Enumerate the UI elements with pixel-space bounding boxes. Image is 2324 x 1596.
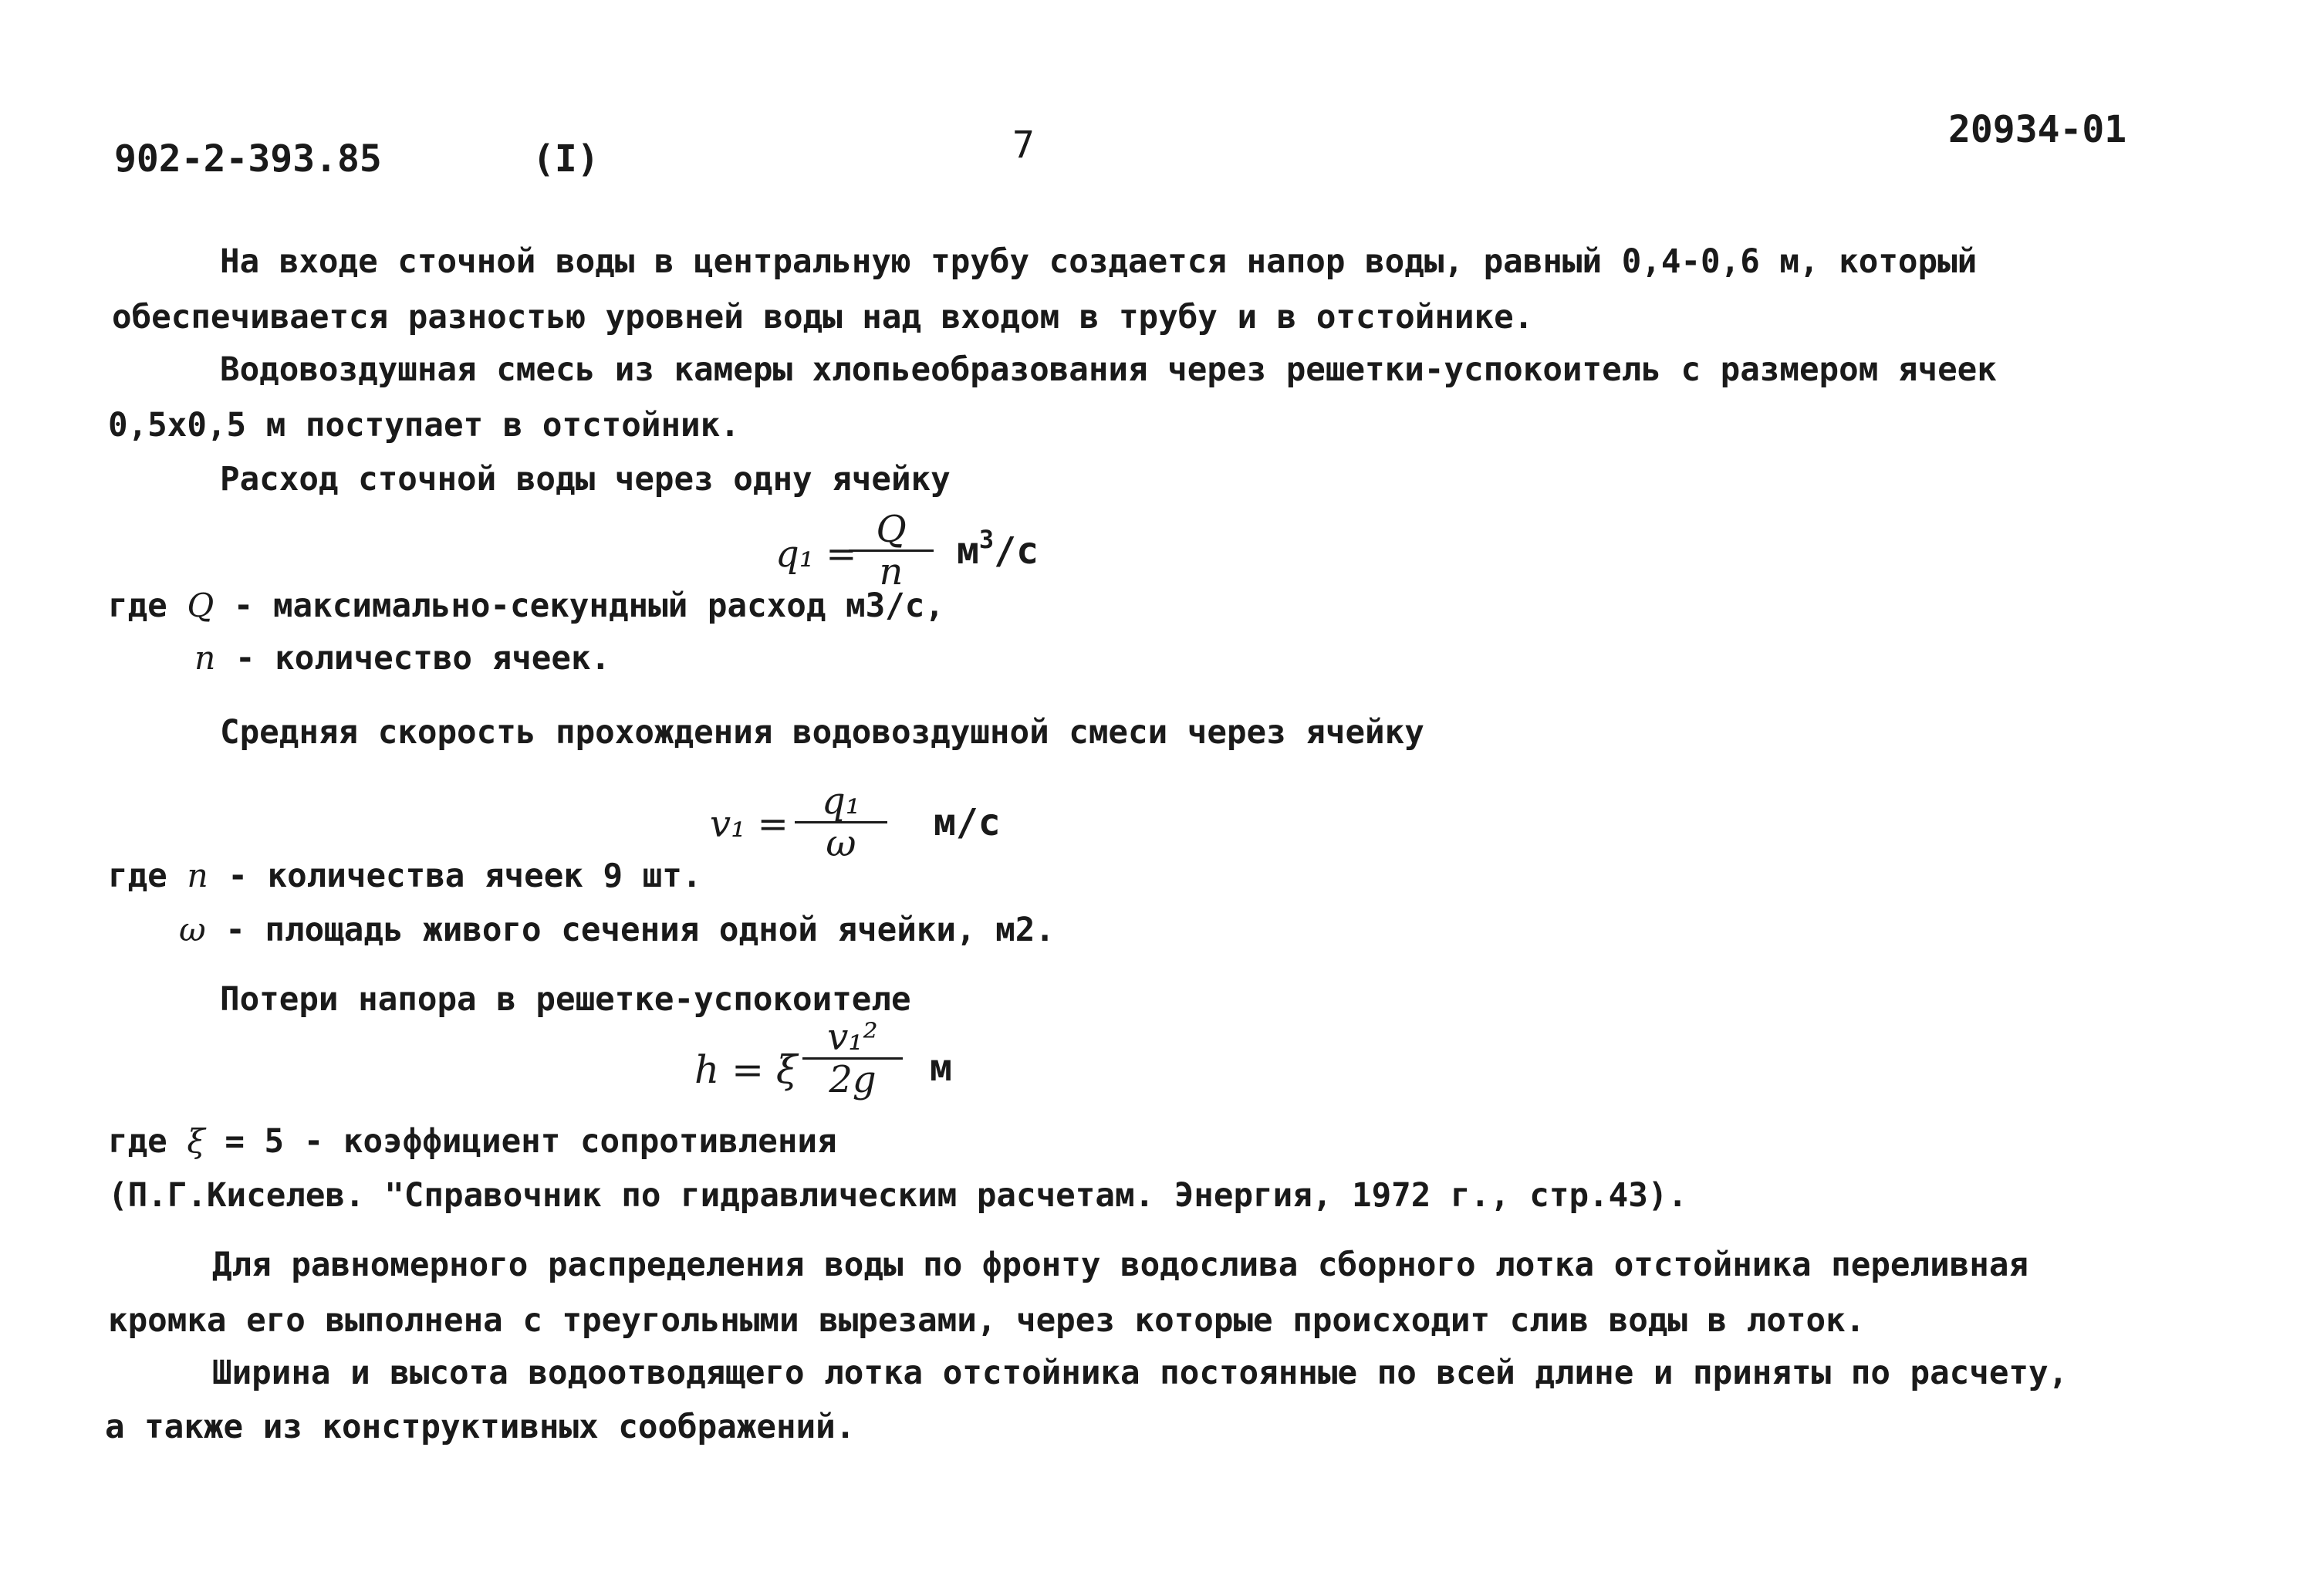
where-2-line-2: ω - площадь живого сечения одной ячейки, м2. [179, 911, 1055, 949]
formula-1-fraction [849, 509, 934, 592]
where-1-line-2: n - количество ячеек. [194, 640, 611, 678]
paragraph-5: Потери напора в решетке-успокоителе [220, 981, 911, 1019]
formula-2-lhs: v₁ = [710, 803, 789, 846]
paragraph-7-line-1: Ширина и высота водоотводящего лотка отстойника постоянные по всей длине и приняты по расчету, [212, 1354, 2069, 1392]
page-number: 7 [1012, 123, 1035, 167]
formula-1-denominator: n [879, 550, 904, 593]
paragraph-3: Расход сточной воды через одну ячейку [220, 461, 951, 499]
formula-1-unit: $м^3/с$ [957, 525, 1039, 573]
paragraph-1-line-2: обеспечивается разностью уровней воды над входом в трубу и в отстойнике. [112, 299, 1534, 336]
archive-number: 20934-01 [1948, 108, 2127, 151]
where-2-line-1: где n - количества ячеек 9 шт. [108, 857, 702, 895]
formula-3-unit: м [930, 1047, 952, 1090]
paragraph-2-line-2: 0,5х0,5 м поступает в отстойник. [108, 407, 740, 445]
formula-2-denominator: ω [826, 822, 856, 865]
formula-1-numerator: Q [876, 508, 907, 551]
paragraph-1-line-1: На входе сточной воды в центральную трубу создается напор воды, равный 0,4-0,6 м, который [220, 243, 1978, 281]
part-number: (I) [532, 137, 600, 181]
formula-3-fraction [802, 1017, 903, 1100]
formula-2-unit: м/с [934, 801, 1001, 844]
paragraph-6-line-1: Для равномерного распределения воды по фронту водослива сборного лотка отстойника переливная [212, 1246, 2029, 1284]
formula-3-denominator: 2g [829, 1058, 877, 1101]
formula-1-lhs: q₁ = [775, 533, 857, 576]
where-3-reference: (П.Г.Киселев. "Справочник по гидравлическим расчетам. Энергия, 1972 г., стр.43). [108, 1177, 1687, 1215]
formula-3-numerator: v₁² [827, 1016, 878, 1059]
paragraph-7-line-2: а также из конструктивных соображений. [105, 1408, 856, 1446]
formula-3-lhs: h = ξ [694, 1047, 798, 1092]
formula-2-numerator: q₁ [822, 779, 860, 823]
paragraph-4: Средняя скорость прохождения водовоздушной смеси через ячейку [220, 714, 1424, 752]
where-3-line-1: где ξ = 5 - коэффициент сопротивления [108, 1123, 837, 1161]
document-code: 902-2-393.85 [114, 137, 382, 181]
formula-2-fraction [795, 781, 887, 864]
paragraph-6-line-2: кромка его выполнена с треугольными вырезами, через которые происходит слив воды в лоток. [108, 1302, 1866, 1340]
paragraph-2-line-1: Водовоздушная смесь из камеры хлопьеобразования через решетки-успокоитель с размером ячеек [220, 351, 1997, 389]
where-1-line-1: где Q - максимально-секундный расход м3/с, [108, 587, 944, 625]
